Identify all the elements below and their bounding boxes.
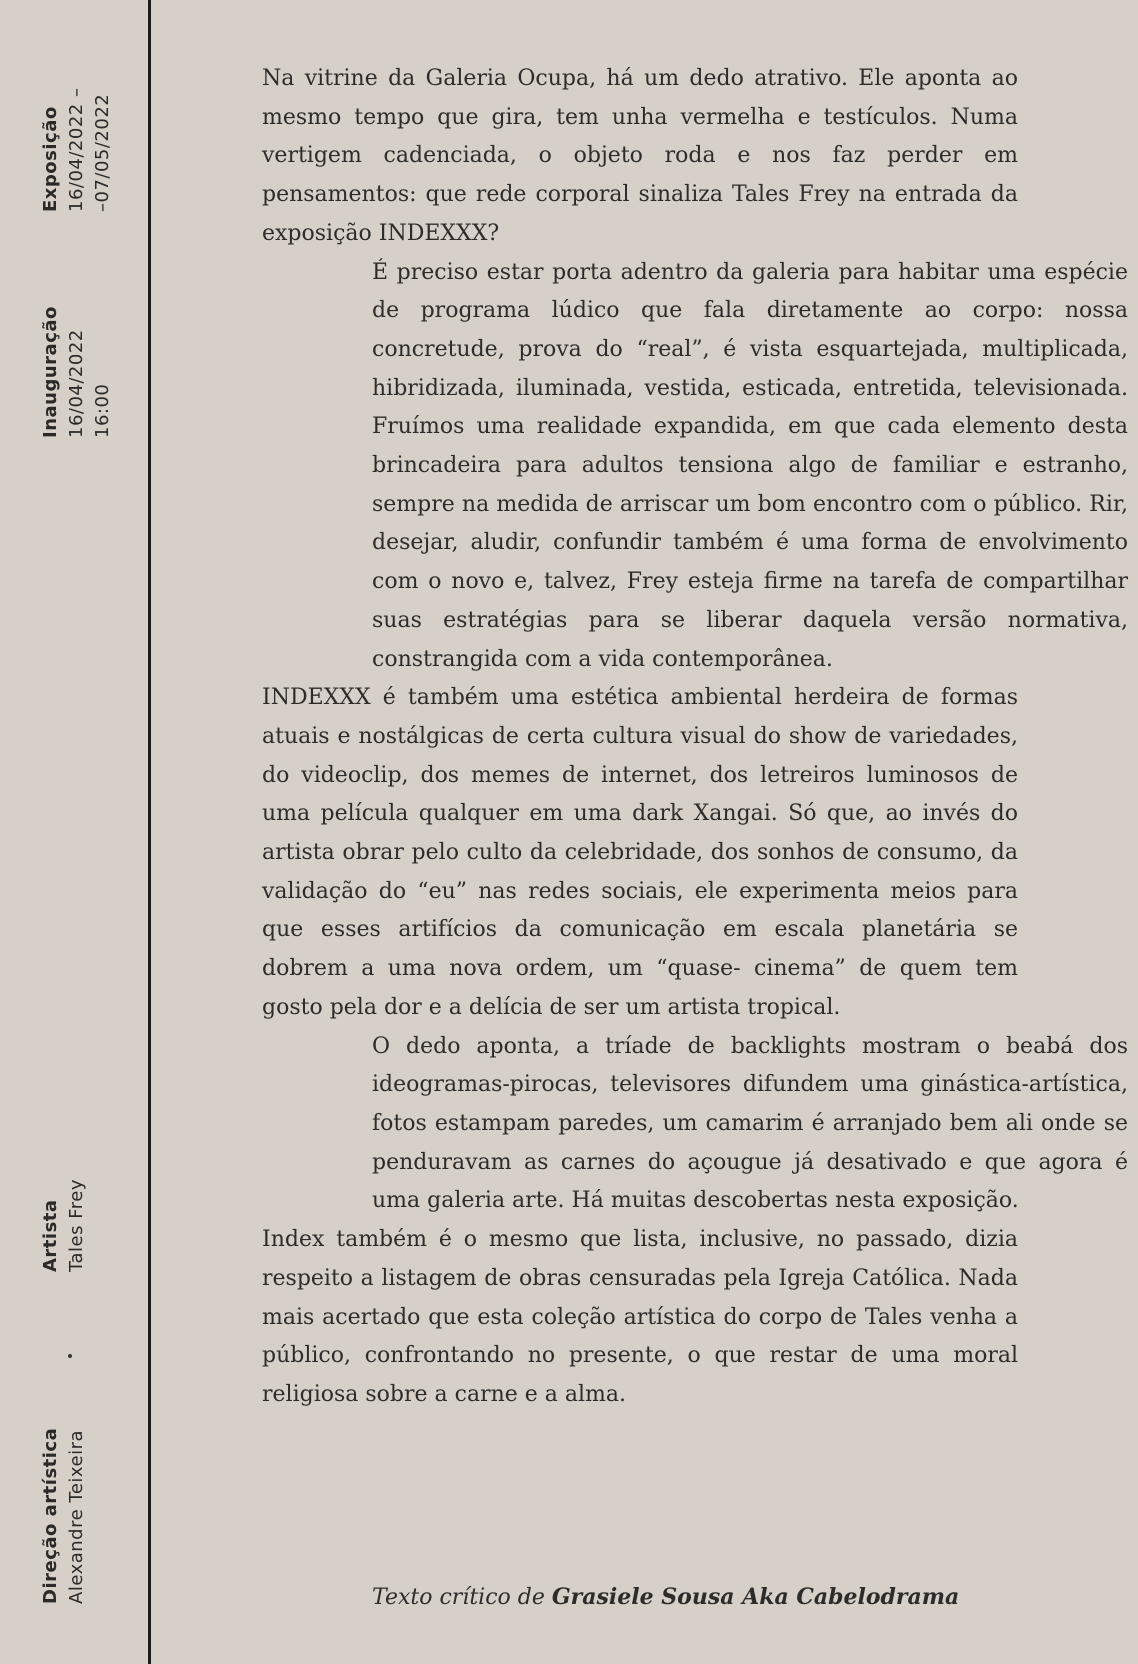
direcao-label: Direção artística bbox=[40, 1427, 61, 1604]
direcao-name: Alexandre Teixeira bbox=[66, 1429, 87, 1604]
critical-text-body bbox=[262, 60, 1128, 1415]
exposicao-block bbox=[38, 88, 116, 212]
credit-prefix: Texto crítico de bbox=[372, 1585, 552, 1610]
exposicao-label: Exposição bbox=[40, 106, 61, 212]
inauguracao-block bbox=[38, 306, 116, 438]
inauguracao-time: 16:00 bbox=[92, 383, 113, 438]
paragraph-5: Index também é o mesmo que lista, inclusive, no passado, dizia respeito a listagem de obras censuradas pela Igreja Católica. Nada mais acertado que esta coleção artística do corpo de Tales venha a público, confrontando no presente, o que restar de uma moral religiosa sobre a carne e a alma. bbox=[262, 1227, 1018, 1407]
artista-block bbox=[38, 1179, 90, 1272]
paragraph-1: Na vitrine da Galeria Ocupa, há um dedo atrativo. Ele aponta ao mesmo tempo que gira, tem unha vermelha e testículos. Numa vertigem cadenciada, o objeto roda e nos faz perder em pensamentos: que rede corporal sinaliza Tales Frey na entrada da exposição INDEXXX? bbox=[262, 66, 1018, 246]
author-credit bbox=[372, 1584, 959, 1610]
separator-dot bbox=[68, 1354, 72, 1358]
paragraph-3: INDEXXX é também uma estética ambiental herdeira de formas atuais e nostálgicas de certa cultura visual do show de variedades, do videoclip, dos memes de internet, dos letreiros luminosos de uma película qualquer em uma dark Xangai. Só que, ao invés do artista obrar pelo culto da celebridade, dos sonhos de consumo, da validação do “eu” nas redes sociais, ele experimenta meios para que esses artifícios da comunicação em escala planetária se dobrem a uma nova ordem, um “quase- cinema” de quem tem gosto pela dor e a delícia de ser um artista tropical. bbox=[262, 685, 1018, 1020]
artista-name: Tales Frey bbox=[66, 1179, 87, 1272]
paragraph-2: É preciso estar porta adentro da galeria para habitar uma espécie de programa lúdico que fala diretamente ao corpo: nossa concretude, prova do “real”, é vista esquartejada, multiplicada, hibridizada, iluminada, vestida, esticada, entretida, televisionada. Fruímos uma realidade expandida, em que cada elemento desta brincadeira para adultos tensiona algo de familiar e estranho, sempre na medida de arriscar um bom encontro com o público. Rir, desejar, aludir, confundir também é uma forma de envolvimento com o novo e, talvez, Frey esteja firme na tarefa de compartilhar suas estratégias para se liberar daquela versão normativa, constrangida com a vida contemporânea. bbox=[372, 259, 1128, 672]
vertical-divider bbox=[148, 0, 151, 1664]
inauguracao-date: 16/04/2022 bbox=[66, 329, 87, 438]
paragraph-4: O dedo aponta, a tríade de backlights mostram o beabá dos ideogramas-pirocas, televisores difundem uma ginástica-artística, fotos estampam paredes, um camarim é arranjado bem ali onde se penduravam as carnes do açougue já desativado e que agora é uma galeria arte. Há muitas descobertas nesta exposição. bbox=[372, 1033, 1128, 1214]
inauguracao-label: Inauguração bbox=[40, 306, 61, 438]
artista-label: Artista bbox=[40, 1199, 61, 1272]
credit-author: Grasiele Sousa Aka Cabelodrama bbox=[551, 1584, 960, 1610]
exposicao-end-date: –07/05/2022 bbox=[92, 93, 113, 212]
exposicao-start-date: 16/04/2022 – bbox=[66, 87, 87, 212]
info-sidebar bbox=[0, 0, 148, 1664]
direcao-block bbox=[38, 1428, 90, 1604]
